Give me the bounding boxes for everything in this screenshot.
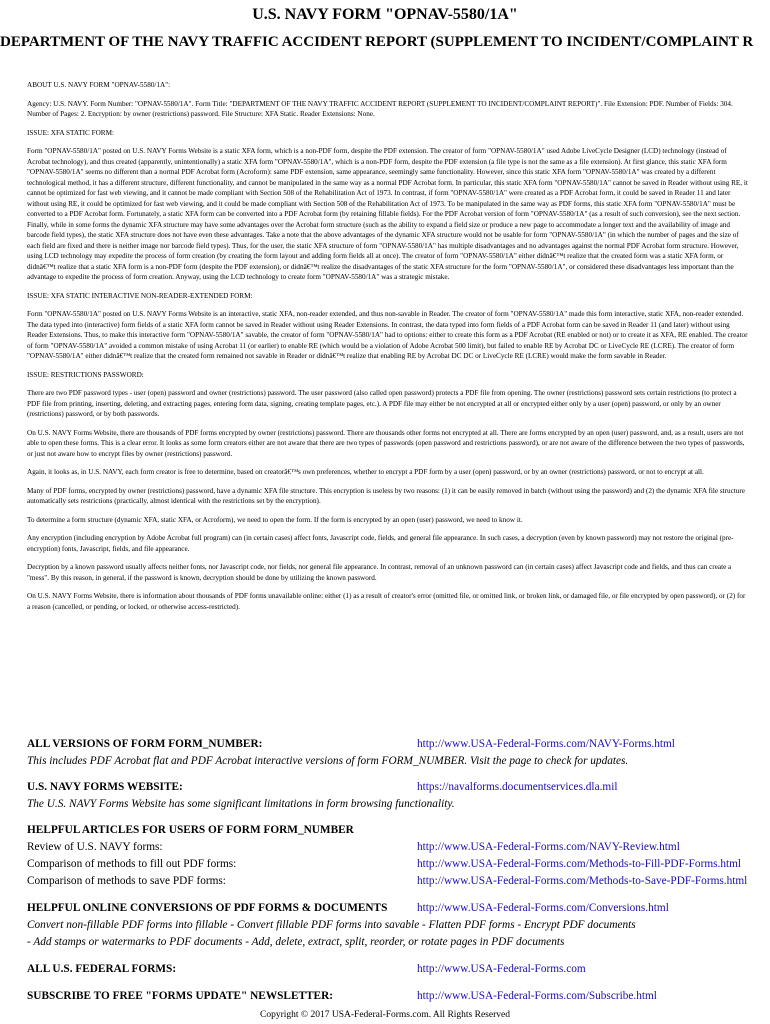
password-paragraph-8: On U.S. NAVY Forms Website, there is information about thousands of PDF forms unavailable online: either (1) as a result of creator's error (omitted file, or omitted link, or broken link, or damaged file, or file encrypted by open password), or (2) for a reason (cancelled, or pending, or locked, or otherwise access-restricted). (27, 592, 746, 611)
password-paragraph-2: On U.S. NAVY Forms Website, there are thousands of PDF forms encrypted by owner (restrictions) password. There are thousands other forms not encrypted at all. There are forms encrypted by an open (user) password, and, as a result, users are not able to open these forms. This is a clear error. It looks as some form creators either are not aware that there are two types of passwords (open password and restrictions password), or are not aware of the difference between the two types of passwords, or just not aware how to encrypt files by owner (restrictions) password. (27, 428, 745, 458)
password-paragraph-6: Any encryption (including encryption by Adobe Acrobat full program) can (in certain cases) affect fonts, Javascript code, fields, and general file appearance. In such cases, a decryption (even by known password) may not restore the original (pre-encryption) fonts, Javascript, fields, and file appearance. (27, 534, 734, 553)
review-label: Review of U.S. NAVY forms: (27, 841, 163, 853)
all-versions-link[interactable]: http://www.USA-Federal-Forms.com/NAVY-Forms.html (417, 738, 675, 750)
conversions-row (27, 900, 767, 917)
about-heading: ABOUT U.S. NAVY FORM "OPNAV-5580/1A": (27, 81, 171, 89)
conversions-note-1: Convert non-fillable PDF forms into fillable - Convert fillable PDF forms into savable - Flatten PDF forms - Encrypt PDF documents (27, 919, 636, 931)
subscribe-label: SUBSCRIBE TO FREE "FORMS UPDATE" NEWSLETTER: (27, 990, 334, 1002)
website-label: U.S. NAVY FORMS WEBSITE: (27, 781, 183, 793)
issue-xfa-heading: ISSUE: XFA STATIC FORM: (27, 128, 114, 137)
issue-interactive-heading: ISSUE: XFA STATIC INTERACTIVE NON-READER-EXTENDED FORM: (27, 291, 253, 300)
save-row (27, 873, 767, 890)
issue-xfa-paragraph: Form "OPNAV-5580/1A" posted on U.S. NAVY Forms Website is a static XFA form, which is a non-PDF form, despite the PDF extension. The creator of form "OPNAV-5580/1A" used Adobe LiveCycle Designer (LCD) technology (instead of Acrobat technology), and thus created (apparently, unintentionally) a static XFA form "OPNAV-5580/1A", which is a non-PDF form, despite the PDF extension (a file type is not the same as a file extension). At first glance, this static XFA form "OPNAV-5580/1A" seems no different than a normal PDF Acrobat form (Acroform): same PDF extension, same appearance, seemingly same functionality. However, since this static XFA form "OPNAV-5580/1A" was created by a different technological method, it has a different structure, different functionality, and cannot be manipulated in the same way as a normal PDF Acrobat form. In particular, this static XFA form "OPNAV-5580/1A" cannot be saved in Reader without using RE, it cannot be optimized for fast web viewing, and it cannot be made compliant with Section 508 of the Rehabilitation Act of 1973. In contrast, if form "OPNAV-5580/1A" were created as a PDF Acrobat form, it could be saved in Reader 11 and later without using RE, it could be optimized for fast web viewing, and it could be made compliant with Section 508 of the Rehabilitation Act of 1973. To be manipulated in the same way as PDF forms, this static XFA form "OPNAV-5580/1A" must be converted to a PDF Acrobat form. Fortunately, a static XFA form can be converted into a PDF Acrobat form (by retaining fillable fields). For the PDF Acrobat version of form "OPNAV-5580/1A" (as a result of such conversion), see the next section. Finally, while in some forms the dynamic XFA structure may have some advantages over the Acrobat form structure (such as the ability to expand a field size or produce a new page to accommodate a longer text and the availability of image and barcode field types), the static XFA structure does not have even these advantages. Take a note that the above advantages of the dynamic XFA structure would not be usable for form "OPNAV-5580/1A" (in which the number of pages and the size of each field are fixed and there is neither image nor barcode field types). Thus, for the user, the static XFA structure of form "OPNAV-5580/1A" has multiple disadvantages and no advantages against the normal PDF Acrobat form structure. However, using LCD technology may expedite the process of form creation (by creating the form layout and adding form fields all at once). The creator of form "OPNAV-5580/1A" either didnâ€™t realize that the created form was a static XFA form, or didnâ€™t realize that a static XFA form is a non-PDF form (despite the PDF extension), or didnâ€™t realize the disadvantages of the static XFA structure for the form "OPNAV-5580/1A", or considered these disadvantages less important than the advantage to expedite the process of form creation. Anyway, using the LCD technology to create form "OPNAV-5580/1A" was a strategic mistake. (27, 147, 748, 281)
save-link[interactable]: http://www.USA-Federal-Forms.com/Methods-to-Save-PDF-Forms.html (417, 875, 748, 887)
all-versions-note: This includes PDF Acrobat flat and PDF Acrobat interactive versions of form FORM_NUMBER. Visit the page to check for updates. (27, 755, 629, 767)
review-row (27, 839, 767, 856)
password-paragraph-5: To determine a form structure (dynamic XFA, static XFA, or Acroform), we need to open the form. If the form is encrypted by an open (user) password, we need to know it. (27, 515, 523, 524)
all-versions-label: ALL VERSIONS OF FORM FORM_NUMBER: (27, 738, 263, 750)
conversions-label: HELPFUL ONLINE CONVERSIONS OF PDF FORMS & DOCUMENTS (27, 902, 388, 914)
password-paragraph-3: Again, it looks as, in U.S. NAVY, each form creator is free to determine, based on creatorâ€™s own preferences, whether to encrypt a PDF form by a user (open) password, or by an owner (restrictions) password, or not to encrypt at all. (27, 468, 704, 476)
review-link[interactable]: http://www.USA-Federal-Forms.com/NAVY-Review.html (417, 841, 680, 853)
issue-interactive-paragraph: Form "OPNAV-5580/1A" posted on U.S. NAVY Forms Website is an interactive, static XFA, non-reader extended, and thus non-savable in Reader. The creator of form "OPNAV-5580/1A" made this form interactive, static XFA, non-reader extended. The data typed into (interactive) form fields of a static XFA form cannot be saved in Reader without using Reader Extensions. In contrast, the data typed into form fields of a PDF Acrobat form can be saved in Reader 11 (and later) without using Reader Extensions. Thus, to make this interactive form "OPNAV-5580/1A" savable, the creator of form "OPNAV-5580/1A" had to options: either to create this form as a PDF Acrobat (RE enabled or not) or to create it as XFA, RE enabled. The creator of form "OPNAV-5580/1A" avoided a common mistake of using Acrobat 11 (or earlier) to enable RE (which would be a violation of Adobe Acrobat 500 limit), but failed to enable RE by Acrobat DC or LiveCycle RE (LCRE). The creator of form "OPNAV-5580/1A" either didnâ€™t realize that the created form remained not savable in Reader or didnâ€™t realize that enabling RE by Acrobat DC DC or LiveCycle RE (LCRE) would make the form savable in Reader. (27, 310, 748, 360)
copyright-footer: Copyright © 2017 USA-Federal-Forms.com. All Rights Reserved (260, 1010, 510, 1020)
page-subtitle: DEPARTMENT OF THE NAVY TRAFFIC ACCIDENT REPORT (SUPPLEMENT TO INCIDENT/COMPLAINT R (0, 34, 754, 50)
password-paragraph-1: There are two PDF password types - user (open) password and owner (restrictions) password. The user password (also called open password) protects a PDF file from opening. The owner (restrictions) password sets certain restrictions (to protect a PDF file from printing, inserting, deleting, and extracting pages, entering form data, signing, creating template pages, etc.). A PDF file may either be not encrypted at all or encrypted either only by a user (open) password, or only by an owner (restrictions) password, or by both passwords. (27, 389, 737, 418)
subscribe-link[interactable]: http://www.USA-Federal-Forms.com/Subscribe.html (417, 990, 657, 1002)
website-row (27, 779, 767, 796)
federal-row (27, 961, 767, 978)
website-note: The U.S. NAVY Forms Website has some significant limitations in form browsing functionality. (27, 798, 455, 810)
conversions-link[interactable]: http://www.USA-Federal-Forms.com/Conversions.html (417, 902, 669, 914)
subscribe-row (27, 988, 767, 1005)
federal-link[interactable]: http://www.USA-Federal-Forms.com (417, 963, 586, 975)
password-paragraph-4: Many of PDF forms, encrypted by owner (restrictions) password, have a dynamic XFA file structure. This encryption is useless by two reasons: (1) it can be easily removed in batch (without using the password) and (2) the dynamic XFA file structure automatically sets restrictions (practically, almost identical with the restrictions set by the encryption). (27, 486, 745, 505)
password-paragraph-7: Decryption by a known password usually affects neither fonts, nor Javascript code, nor fields, nor general file appearance. In contrast, removal of an unknown password can (in certain cases) affect Javascript code and fields, and thus can create a "mess". By this reason, in general, if the password is known, decryption should be done by utilizing the known password. (27, 563, 732, 582)
fill-link[interactable]: http://www.USA-Federal-Forms.com/Methods-to-Fill-PDF-Forms.html (417, 858, 742, 870)
fill-row (27, 856, 767, 873)
articles-heading: HELPFUL ARTICLES FOR USERS OF FORM FORM_NUMBER (27, 824, 354, 836)
issue-password-heading: ISSUE: RESTRICTIONS PASSWORD: (27, 370, 144, 379)
conversions-note-2: - Add stamps or watermarks to PDF documents - Add, delete, extract, split, reorder, or rotate pages in PDF documents (27, 936, 565, 948)
fill-label: Comparison of methods to fill out PDF forms: (27, 858, 237, 870)
save-label: Comparison of methods to save PDF forms: (27, 875, 226, 887)
website-link[interactable]: https://navalforms.documentservices.dla.mil (417, 781, 618, 793)
all-versions-row (27, 736, 767, 753)
about-paragraph: Agency: U.S. NAVY. Form Number: "OPNAV-5580/1A". Form Title: "DEPARTMENT OF THE NAVY TRAFFIC ACCIDENT REPORT (SUPPLEMENT TO INCIDENT/COMPLAINT REPORT)". File Extension: PDF. Number of Fields: 304. Number of Pages: 2. Encryption: by owner (restrictions) password. File Structure: XFA Static. Reader Extensions: None. (27, 99, 733, 118)
page-title: U.S. NAVY FORM "OPNAV-5580/1A" (252, 6, 518, 23)
federal-label: ALL U.S. FEDERAL FORMS: (27, 963, 177, 975)
article-body (27, 80, 749, 620)
